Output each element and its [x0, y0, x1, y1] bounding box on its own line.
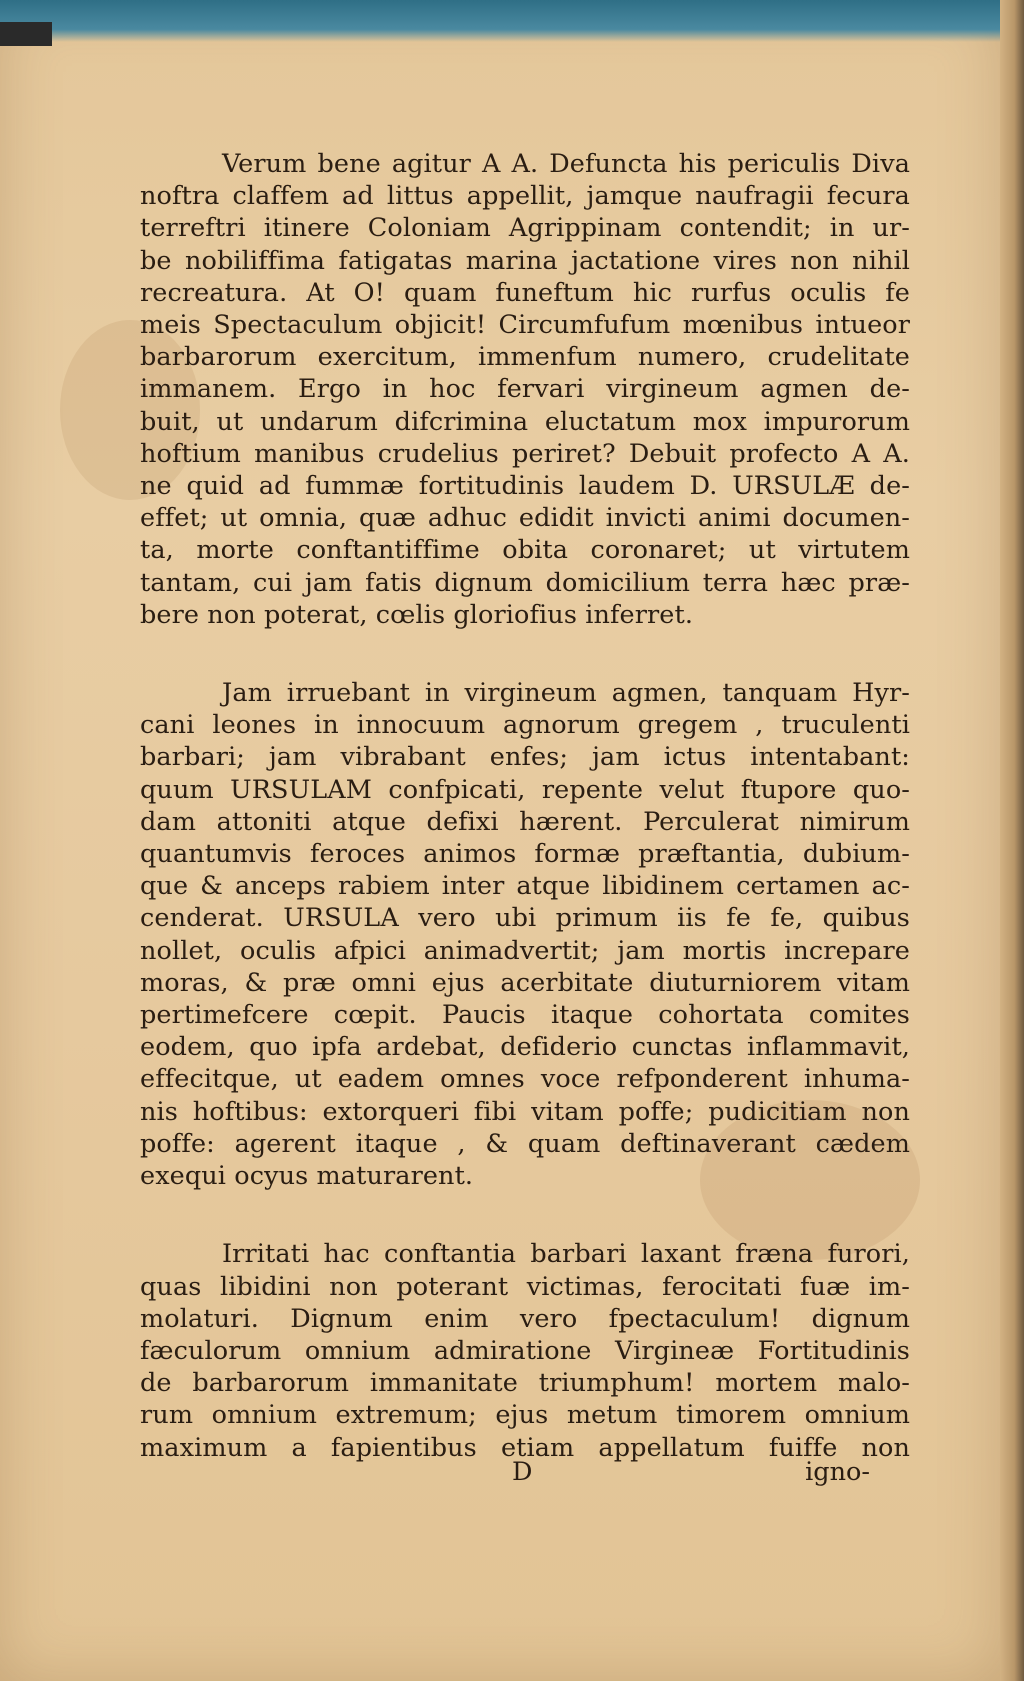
text-line: noftra claffem ad littus appellit, jamque naufragii fecura: [140, 181, 910, 212]
text-line: rum omnium extremum; ejus metum timorem omnium: [140, 1400, 910, 1431]
text-line: ta, morte conftantiffime obita coronaret; ut virtutem: [140, 535, 910, 566]
text-line: maximum a fapientibus etiam appellatum fuiffe non: [140, 1432, 910, 1463]
text-line: tantam, cui jam fatis dignum domicilium terra hæc præ-: [140, 567, 910, 598]
text-line: ne quid ad fummæ fortitudinis laudem D. URSULÆ de-: [140, 471, 910, 502]
signature-mark: D: [512, 1457, 533, 1487]
text-line: eodem, quo ipfa ardebat, defiderio cunctas inflammavit,: [140, 1032, 910, 1063]
text-line: cenderat. URSULA vero ubi primum iis fe fe, quibus: [140, 903, 910, 934]
text-line: pertimefcere cœpit. Paucis itaque cohortata comites: [140, 1000, 910, 1031]
paragraph-2: [140, 677, 910, 1192]
text-line: de barbarorum immanitate triumphum! mortem malo-: [140, 1368, 910, 1399]
text-line: quantumvis feroces animos formæ præftantia, dubium-: [140, 839, 910, 870]
text-line: cani leones in innocuum agnorum gregem , truculenti: [140, 710, 910, 741]
text-line: be nobiliffima fatigatas marina jactatione vires non nihil: [140, 245, 910, 276]
text-line: terreftri itinere Coloniam Agrippinam contendit; in ur-: [140, 213, 910, 244]
text-line: effet; ut omnia, quæ adhuc edidit invicti animi documen-: [140, 503, 910, 534]
text-line: Irritati hac conftantia barbari laxant fræna furori,: [222, 1239, 910, 1270]
body-text: [140, 148, 910, 1464]
text-line: bere non poterat, cœlis gloriofius inferret.: [140, 599, 694, 630]
text-line: meis Spectaculum objicit! Circumfufum mœnibus intueor: [140, 310, 910, 341]
catchword: igno-: [805, 1457, 870, 1487]
text-line: molaturi. Dignum enim vero fpectaculum! dignum: [140, 1303, 910, 1334]
text-line: effecitque, ut eadem omnes voce refponderent inhuma-: [140, 1064, 910, 1095]
text-line: barbari; jam vibrabant enfes; jam ictus intentabant:: [140, 742, 910, 773]
paragraph-3: [140, 1238, 910, 1463]
scan-top-strip: [0, 0, 1000, 42]
text-line: hoftium manibus crudelius periret? Debuit profecto A A.: [140, 438, 910, 469]
scan-corner-mark: [0, 22, 52, 46]
text-line: moras, & præ omni ejus acerbitate diuturniorem vitam: [140, 967, 910, 998]
text-line: Jam irruebant in virgineum agmen, tanquam Hyr-: [222, 678, 910, 709]
text-line: quas libidini non poterant victimas, ferocitati fuæ im-: [140, 1271, 910, 1302]
text-line: buit, ut undarum difcrimina eluctatum mox impurorum: [140, 406, 910, 437]
text-line: nis hoftibus: extorqueri fibi vitam poffe; pudicitiam non: [140, 1096, 910, 1127]
text-line: recreatura. At O! quam funeftum hic rurfus oculis fe: [140, 277, 910, 308]
text-line: fæculorum omnium admiratione Virgineæ Fortitudinis: [140, 1335, 910, 1366]
text-line: dam attoniti atque defixi hærent. Perculerat nimirum: [140, 806, 910, 837]
text-line: Verum bene agitur A A. Defuncta his periculis Diva: [222, 149, 910, 179]
page-footer: [140, 1457, 910, 1491]
text-line: que & anceps rabiem inter atque libidinem certamen ac-: [140, 871, 910, 902]
text-line: exequi ocyus maturarent.: [140, 1161, 474, 1192]
paragraph-1: [140, 148, 910, 631]
text-line: immanem. Ergo in hoc fervari virgineum agmen de-: [140, 374, 910, 405]
scan-edge-shadow: [1000, 0, 1024, 1681]
text-line: barbarorum exercitum, immenfum numero, crudelitate: [140, 342, 910, 373]
text-line: poffe: agerent itaque , & quam deftinaverant cædem: [140, 1128, 910, 1159]
text-line: quum URSULAM confpicati, repente velut ftupore quo-: [140, 774, 910, 805]
text-line: nollet, oculis afpici animadvertit; jam mortis increpare: [140, 935, 910, 966]
